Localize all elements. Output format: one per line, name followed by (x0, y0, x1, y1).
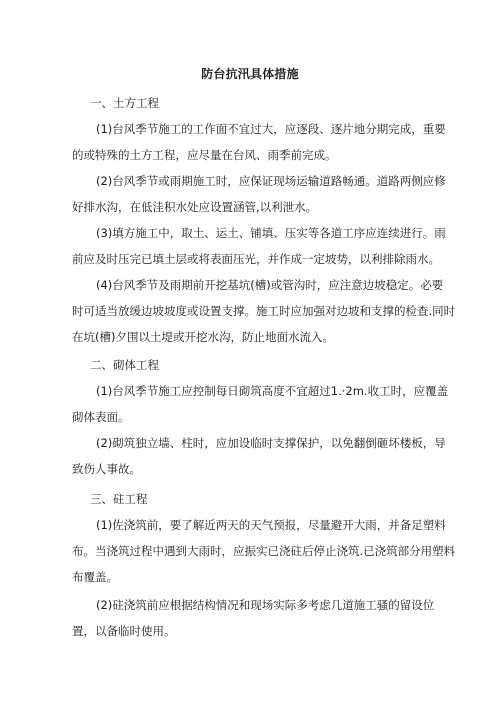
paragraph-line: 时可适当放缓边坡坡度或设置支撑。施工时应加强对边坡和支撑的检查.同时 (72, 304, 456, 318)
paragraph-line: (1)台风季节施工应控制每日砌筑高度不宜超过1.·2m.收工时，应覆盖 (96, 384, 449, 398)
paragraph-masonry-1 (72, 383, 449, 435)
paragraph-line: 砌体表面。 (72, 410, 130, 424)
paragraph-line: 致伤人事故。 (72, 462, 141, 476)
paragraph-line: 的或特殊的土方工程，应尽量在台风、雨季前完成。 (72, 148, 337, 162)
paragraph-line: 布。当浇筑过程中遇到大雨时，应振实已浇砫后停止浇筑.已浇筑部分用塑料 (72, 544, 456, 558)
paragraph-line: 布覆盖。 (72, 570, 118, 584)
paragraph-line: (3)填方施工中，取土、运土、铺填、压实等各道工序应连续进行。雨 (96, 226, 446, 240)
paragraph-line: (2)砫浇筑前应根据结构情况和现场实际多考虑几道施工骚的留设位 (96, 598, 435, 612)
paragraph-concrete-1 (72, 517, 456, 595)
paragraph-earthwork-4 (72, 277, 456, 355)
paragraph-line: 前应及时压完已填土层或将表面压光，并作成一定坡势，以利排除雨水。 (72, 252, 440, 266)
paragraph-concrete-2 (72, 597, 434, 649)
paragraph-line: 在坑(槽)夕围以土堤或开挖水沟，防止地面水流入。 (72, 330, 334, 344)
paragraph-line: (1)台风季节施工的工作面不宜过大，应逐段、逐片地分期完成，重要 (96, 122, 446, 136)
paragraph-line: (4)台风季节及雨期前开挖基坑(槽)或管沟时，应注意边坡稳定。必要 (96, 278, 444, 292)
paragraph-line: (2)砌筑独立墙、柱时，应加设临时支撑保护，以免翻倒砸坏楼板，导 (96, 436, 446, 450)
section-heading-earthwork: 一、土方工程 (90, 96, 159, 110)
paragraph-line: 好排水沟，在低洼积水处应设置涵管,以利泄水。 (72, 200, 318, 214)
paragraph-line: (2)台风季节或雨期施工时，应保证现场运输道路畅通。道路两侧应修 (96, 174, 446, 188)
page-title: 防台抗汛具体措施 (201, 67, 299, 81)
paragraph-earthwork-3 (72, 225, 446, 277)
section-heading-masonry: 二、砌体工程 (90, 358, 159, 372)
paragraph-earthwork-1 (72, 121, 446, 173)
paragraph-earthwork-2 (72, 173, 446, 225)
paragraph-line: 置，以备临时使用。 (72, 624, 176, 638)
section-heading-concrete: 三、砫工程 (90, 492, 148, 506)
paragraph-line: (1)佐浇筑前，要了解近两天的天气预报，尽量避开大雨，并备足塑料 (96, 518, 446, 532)
paragraph-masonry-2 (72, 435, 446, 487)
